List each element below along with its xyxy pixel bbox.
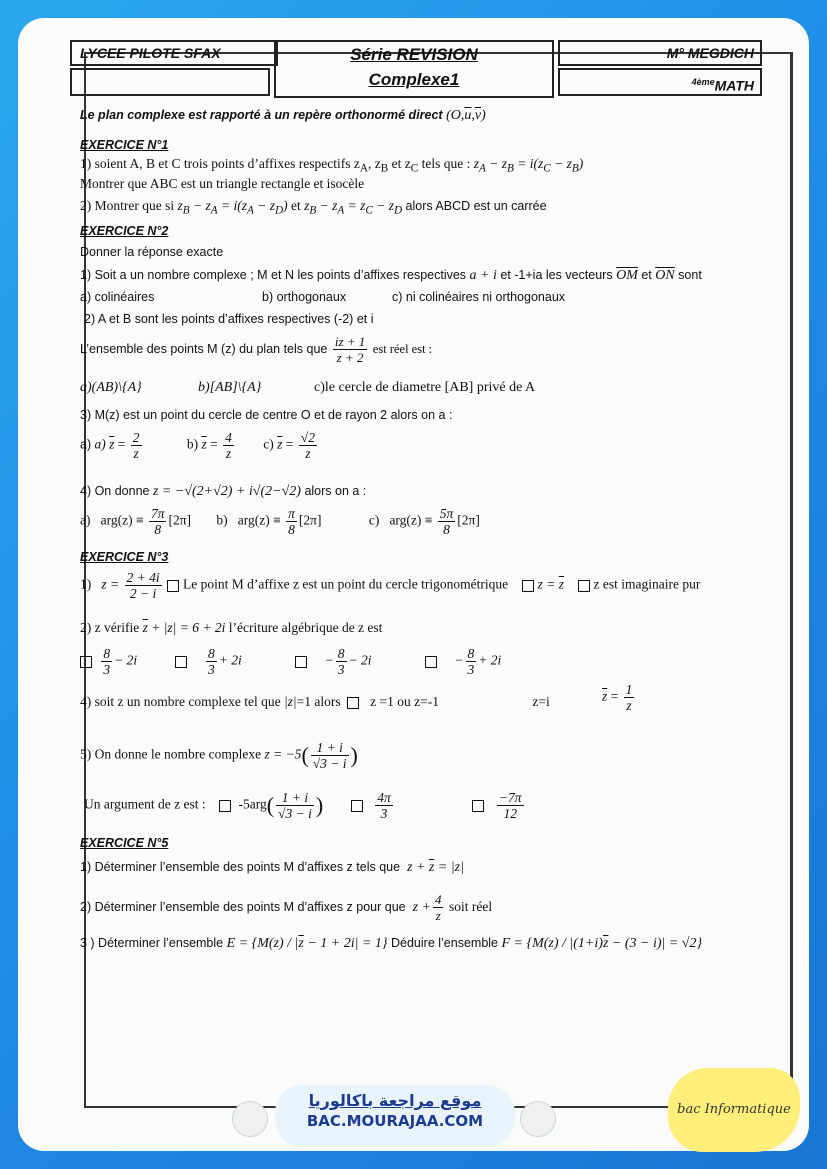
ex2-q3-options: a) a) $\overline{z}$ = $\frac{2}{z}$ b) $\overline{z}$ = $\frac{4}{z}$ c) $\overline{z}$ = $\frac{√2}{z}$: [80, 430, 315, 461]
ex3-q5-options: Un argument de z est : -5arg( $\frac{1 + i}{√3 - i}$ ) $\frac{4\pi}{3}$ $\frac{-7\pi}{12}$: [84, 790, 522, 821]
ex1-title: EXERCICE N°1: [80, 138, 169, 152]
bac-info-badge: bac Informatique: [668, 1068, 800, 1152]
level-name: MATH: [714, 77, 754, 94]
ex2-q1-text: 1) Soit a un nombre complexe ; M et N les points d’affixes respectives: [80, 268, 467, 282]
checkbox[interactable]: [522, 580, 534, 592]
ex2-q1-opt-a: a) colinéaires: [80, 290, 155, 304]
checkbox[interactable]: [425, 656, 437, 668]
ex1-q2a: 2) Montrer que si: [80, 198, 175, 213]
ex2-q2-opt-c: c)le cercle de diametre [AB] privé de A: [314, 380, 536, 395]
ex1-q2c: alors ABCD est un carrée: [405, 199, 547, 213]
ex3-q2-text: 2) z vérifie: [80, 620, 140, 635]
level-sup: 4ème: [691, 77, 715, 87]
ex2-q4: 4) On donne z = −√(2+√2) + i√(2−√2) alors on a :: [80, 484, 367, 499]
checkbox[interactable]: [175, 656, 187, 668]
site-logo-right: [520, 1101, 556, 1137]
site-arabic: موقع مراجعة باكالوريا: [308, 1091, 482, 1110]
ex3-q4-opt-a: z =1 ou z=-1: [370, 694, 439, 709]
intro-text: Le plan complexe est rapporté à un repère orthonormé direct: [80, 108, 443, 122]
ex3-q5-text: 5) On donne le nombre complexe: [80, 746, 262, 762]
ex3-q4-opt-b: z=i: [532, 694, 550, 709]
ex1-q2b: et: [291, 198, 301, 213]
ex5-q1: 1) Déterminer l’ensemble des points M d’affixes z tels que $z + \overline{z} = |z|$: [80, 860, 464, 875]
series-title: Série REVISION: [350, 45, 478, 64]
ex5-q3-text: 3 ) Déterminer l’ensemble: [80, 936, 224, 950]
ex2-q2-options: [80, 380, 535, 396]
ex2-q2-set-text: L’ensemble des points M (z) du plan tels que: [80, 341, 328, 356]
checkbox[interactable]: [295, 656, 307, 668]
ex3-q4-opt-c: $\overline{z}$ = $\frac{1}{z}$: [602, 682, 633, 713]
ex5-q3-mid: Déduire l’ensemble: [391, 936, 499, 950]
teacher-box: [558, 40, 762, 66]
site-logo-left: [232, 1101, 268, 1137]
ex2-q2-set-end: est réel est :: [372, 341, 433, 356]
ex5-q2-end: soit réel: [448, 898, 493, 914]
empty-box-left: [70, 68, 270, 96]
ex2-q2: 2) A et B sont les points d’affixes respectives (-2) et i: [84, 312, 374, 326]
ex2-title: EXERCICE N°2: [80, 224, 169, 238]
ex3-q4-b: =1 alors: [296, 694, 341, 709]
ex2-q4-end: alors on a :: [304, 484, 367, 498]
document-sheet: [18, 18, 809, 1151]
checkbox[interactable]: [219, 800, 231, 812]
intro-line: Le plan complexe est rapporté à un repère orthonormé direct $(O,\overline{u},\overline{v})$: [80, 108, 486, 123]
checkbox[interactable]: [472, 800, 484, 812]
ex1-q2: 2) Montrer que si $z_B - z_A = i(z_A - z_D)$ et $z_B - z_A = z_C - z_D$ alors ABCD est un carrée: [80, 198, 547, 217]
teacher-name: M° MEGDICH: [666, 45, 754, 61]
ex3-q2-options: $\frac{8}{3}$ − 2i $\frac{8}{3}$ + 2i − $\frac{8}{3}$ − 2i − $\frac{8}{3}$ + 2i: [80, 646, 501, 677]
chapter-title: Complexe1: [368, 70, 460, 89]
ex5-q2: 2) Déterminer l’ensemble des points M d’affixes z pour que z + $\frac{4}{z}$ soit réel: [80, 892, 493, 923]
ex3-title: EXERCICE N°3: [80, 550, 169, 564]
ex5-title: EXERCICE N°5: [80, 836, 169, 850]
ex2-q2-opt-a: a)(AB)\{A}: [80, 380, 142, 395]
ex3-q1: 1) z = $\frac{2 + 4i}{2 - i}$ Le point M d’affixe z est un point du cercle trigonométrique $z = \overline{z}$ z est imaginaire pur: [80, 570, 701, 601]
ex2-q1-opt-b: b) orthogonaux: [262, 290, 347, 304]
checkbox[interactable]: [351, 800, 363, 812]
title-box: [274, 40, 554, 98]
ex3-q2-end: l’écriture algébrique de z est: [228, 620, 383, 635]
ex2-q1-mid: et -1+ia les vecteurs: [500, 268, 613, 282]
ex3-q1-opt-c: z est imaginaire pur: [593, 576, 701, 592]
ex2-q1: 1) Soit a un nombre complexe ; M et N les points d’affixes respectives a + i et -1+ia les vecteurs $\overline{OM}$ et $\overline{ON}$ sont: [80, 268, 702, 283]
ex1-q1-text: 1) soient A, B et C trois points d’affixes respectifs z: [80, 156, 360, 171]
level-box: [558, 68, 762, 96]
school-name: LYCEE PILOTE SFAX: [80, 45, 221, 61]
site-url[interactable]: BAC.MOURAJAA.COM: [306, 1112, 484, 1130]
checkbox[interactable]: [167, 580, 179, 592]
ex2-q1-options: [80, 290, 565, 304]
ex2-instr: Donner la réponse exacte: [80, 245, 224, 259]
ex5-q2-text: 2) Déterminer l’ensemble des points M d’affixes z pour que: [80, 899, 406, 914]
site-banner[interactable]: [275, 1085, 515, 1147]
ex3-q4: 4) soit z un nombre complexe tel que |z|=1 alors z =1 ou z=-1 z=i: [80, 694, 550, 709]
checkbox[interactable]: [578, 580, 590, 592]
ex2-q3: 3) M(z) est un point du cercle de centre O et de rayon 2 alors on a :: [80, 408, 453, 422]
checkbox[interactable]: [80, 656, 92, 668]
ex3-q5-b: Un argument de z est :: [84, 796, 206, 812]
checkbox[interactable]: [347, 697, 359, 709]
ex2-q2-opt-b: b)[AB]\{A}: [198, 380, 262, 395]
ex2-q1-end: sont: [678, 268, 702, 282]
ex2-q2-set: L’ensemble des points M (z) du plan tels que $\frac{iz + 1}{z + 2}$ est réel est :: [80, 334, 433, 365]
ex3-q1-opt-a: Le point M d’affixe z est un point du cercle trigonométrique: [183, 576, 509, 592]
ex5-q3: 3 ) Déterminer l’ensemble $E = \{M(z) / |\overline{z} - 1 + 2i| = 1\}$ Déduire l’ensemble $F = \{M(z) / |(1+i)\overline{z} - (3 - i)| = √2\}$: [80, 936, 703, 951]
ex3-q4-text: 4) soit z un nombre complexe tel que: [80, 694, 281, 709]
ex5-q1-text: 1) Déterminer l’ensemble des points M d’affixes z tels que: [80, 860, 401, 874]
ex3-q2: 2) z vérifie $\overline{z} + |z| = 6 + 2i$ l’écriture algébrique de z est: [80, 620, 383, 635]
ex1-q1b: Montrer que ABC est un triangle rectangle et isocèle: [80, 176, 365, 191]
school-box: [70, 40, 278, 66]
ex1-q1: 1) soient A, B et C trois points d’affixes respectifs $z_A$, $z_B$ et $z_C$ tels que : $z_A - z_B = i(z_C - z_B)$: [80, 156, 584, 175]
ex2-q4-options: a) arg(z) ≡ $\frac{7\pi}{8}$ [2π] b) arg(z) ≡ $\frac{\pi}{8}$ [2π] c) arg(z) ≡ $\frac{5\pi}{8}$ [2π]: [80, 506, 480, 537]
ex3-q5: 5) On donne le nombre complexe z = −5( $\frac{1 + i}{√3 - i}$ ): [80, 740, 358, 771]
ex2-q1-opt-c: c) ni colinéaires ni orthogonaux: [392, 290, 566, 304]
ex2-q4-text: 4) On donne: [80, 484, 150, 498]
